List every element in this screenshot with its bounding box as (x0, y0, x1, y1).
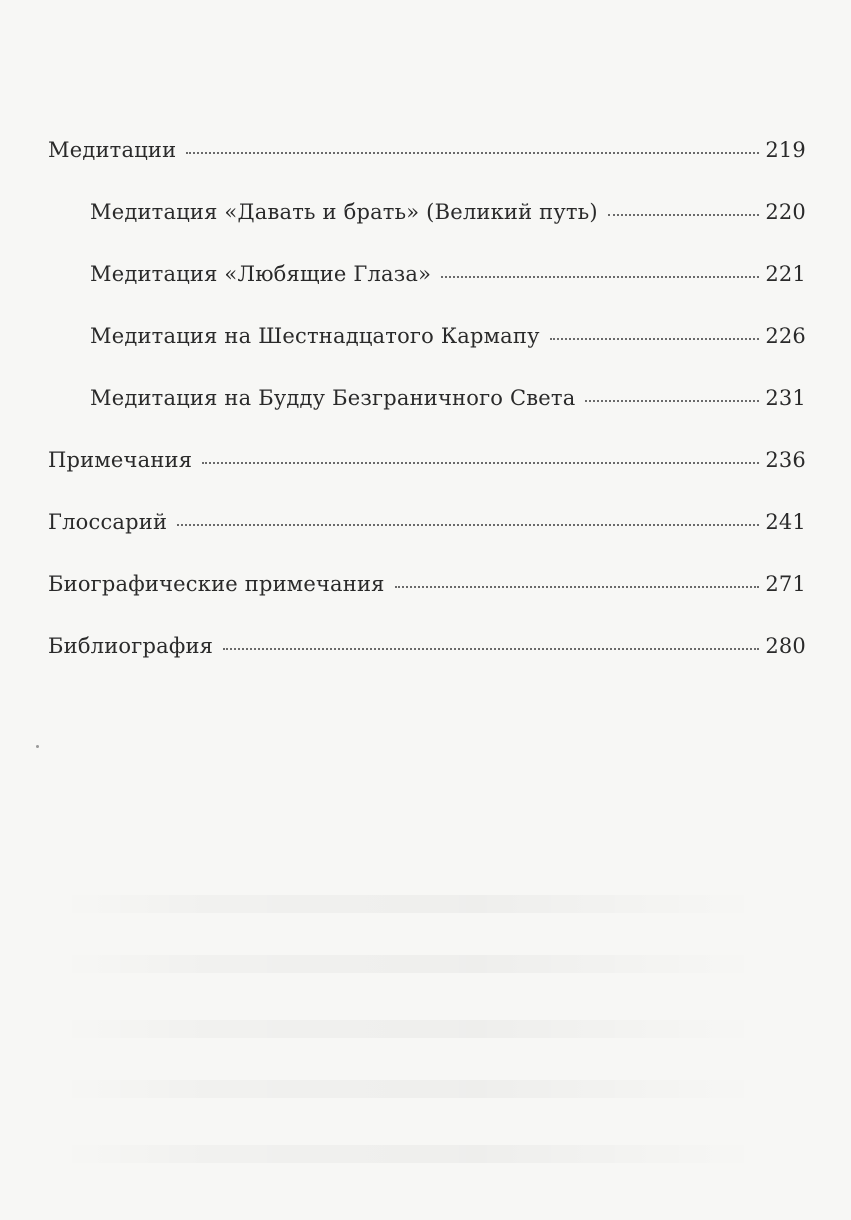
toc-entry-loving-eyes (48, 262, 806, 324)
show-through-line (60, 1080, 760, 1098)
dot-leader (441, 276, 759, 278)
toc-entry-title: Медитации (48, 138, 177, 162)
dot-leader (186, 152, 759, 154)
toc-entry-title: Глоссарий (48, 510, 168, 534)
toc-entry-title: Медитация «Любящие Глаза» (90, 262, 432, 286)
toc-entry-bio-notes (48, 572, 806, 634)
toc-entry-page: 241 (765, 510, 806, 534)
dot-leader (177, 524, 759, 526)
show-through-line (60, 955, 760, 973)
toc-entry-give-take (48, 200, 806, 262)
toc-entry-page: 221 (765, 262, 806, 286)
toc-entry-bibliography (48, 634, 806, 696)
toc-entry-page: 219 (765, 138, 806, 162)
show-through-line (60, 1145, 760, 1163)
toc-entry-sixteenth-karmapa (48, 324, 806, 386)
toc-entry-page: 271 (765, 572, 806, 596)
dot-leader (395, 586, 760, 588)
dot-leader (550, 338, 760, 340)
show-through-line (60, 1020, 760, 1038)
toc-entry-page: 280 (765, 634, 806, 658)
show-through-line (60, 895, 760, 913)
toc-entry-title: Медитация на Шестнадцатого Кармапу (90, 324, 540, 348)
toc-entry-glossary (48, 510, 806, 572)
paper-speck (36, 745, 39, 748)
dot-leader (223, 648, 759, 650)
toc-entry-notes (48, 448, 806, 510)
table-of-contents (48, 138, 806, 696)
toc-entry-page: 231 (765, 386, 806, 410)
toc-entry-title: Примечания (48, 448, 193, 472)
toc-entry-page: 226 (765, 324, 806, 348)
toc-entry-meditations (48, 138, 806, 200)
dot-leader (202, 462, 759, 464)
toc-entry-title: Медитация «Давать и брать» (Великий путь) (90, 200, 598, 224)
toc-entry-title: Биографические примечания (48, 572, 385, 596)
toc-entry-boundless-light (48, 386, 806, 448)
toc-entry-page: 220 (765, 200, 806, 224)
dot-leader (585, 400, 759, 402)
toc-entry-title: Библиография (48, 634, 214, 658)
toc-entry-title: Медитация на Будду Безграничного Света (90, 386, 576, 410)
dot-leader (608, 214, 760, 216)
toc-entry-page: 236 (765, 448, 806, 472)
